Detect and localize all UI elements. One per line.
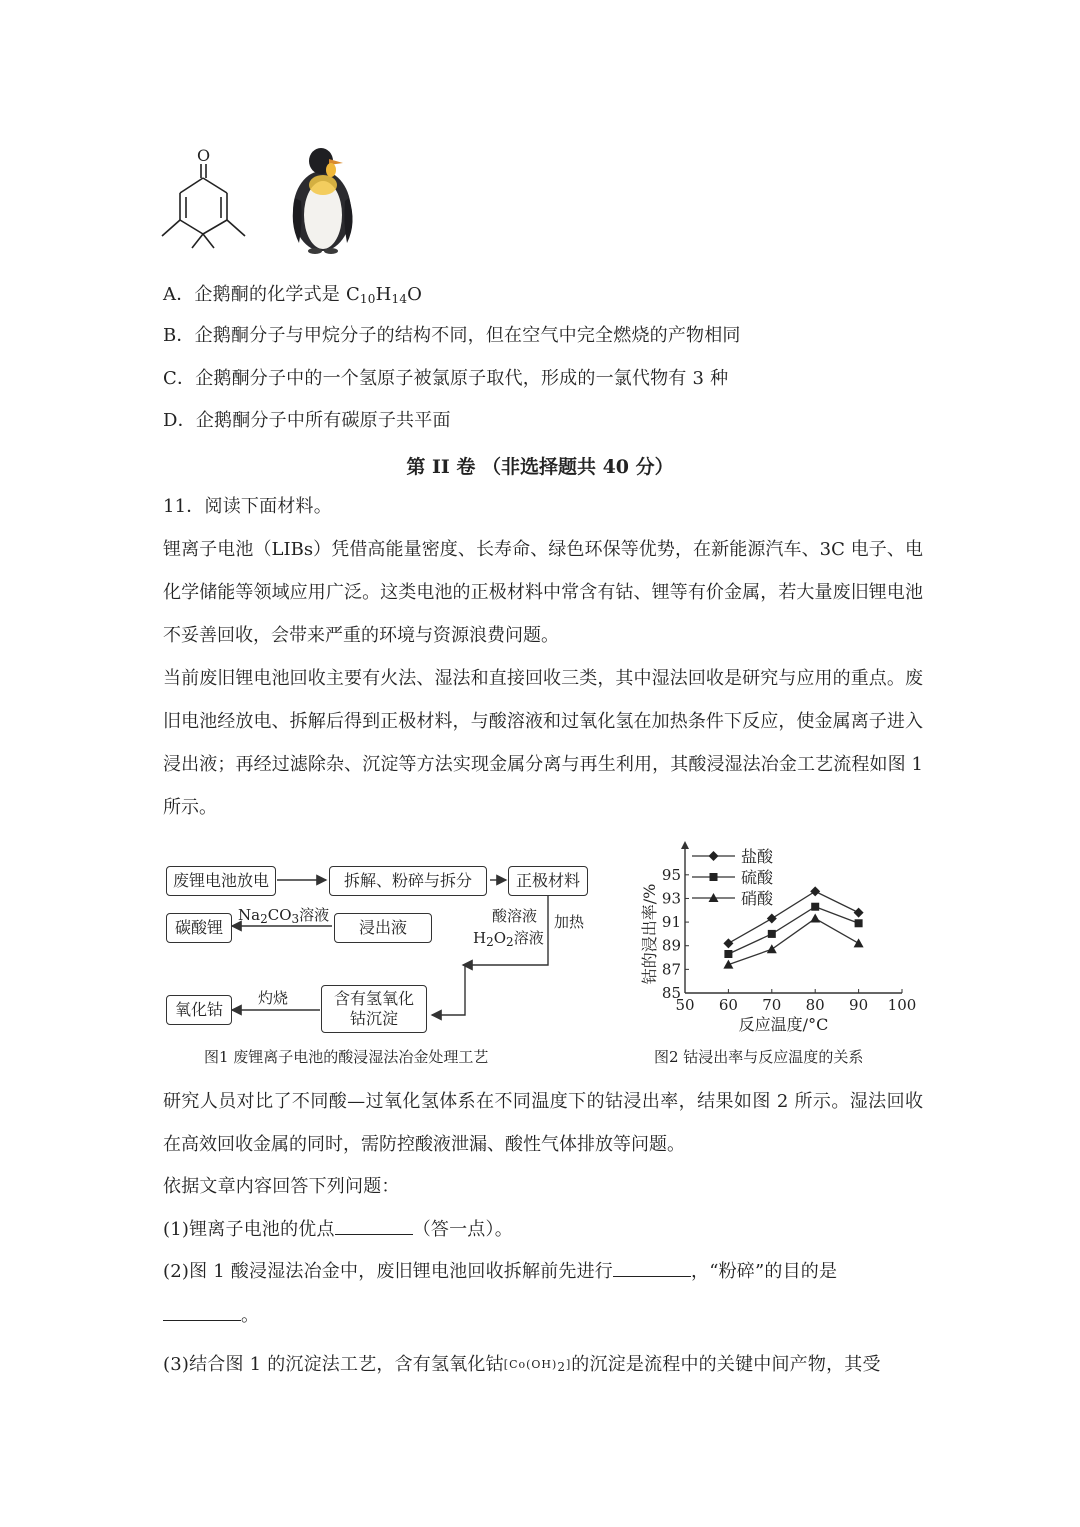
x-tick-label: 50	[675, 996, 695, 1014]
formula: $C_{10}H_{14}O$	[345, 284, 423, 306]
answer-blank-1[interactable]	[335, 1216, 413, 1235]
label-na2co3: $Na_2CO_3$溶液	[238, 906, 330, 926]
y-axis-label: 钴的浸出率/%	[640, 883, 659, 985]
legend-marker-盐酸	[709, 851, 719, 861]
y-axis-arrow	[681, 841, 689, 849]
paragraph-3: 研究人员对比了不同酸—过氧化氢体系在不同温度下的钴浸出率，结果如图 2 所示。湿法回收在高效回收金属的同时，需防控酸液泄漏、酸性气体排放等问题。	[163, 1091, 923, 1155]
legend-label-硫酸: 硫酸	[741, 868, 774, 887]
box-leachate: 浸出液	[334, 913, 432, 943]
legend-label-盐酸: 盐酸	[741, 847, 774, 866]
y-tick-label: 87	[661, 960, 681, 979]
label-acid-solution: 酸溶液	[492, 907, 538, 925]
data-point-硝酸	[854, 938, 864, 947]
x-tick-label: 100	[887, 996, 917, 1014]
y-tick-label: 91	[661, 913, 681, 932]
data-point-硫酸	[811, 903, 819, 911]
question-3: (3)结合图 1 的沉淀法工艺，含有氢氧化钴[Co(OH)2]的沉淀是流程中的关键中间产物，其受	[163, 1354, 881, 1375]
data-point-硫酸	[855, 919, 863, 927]
box-cathode: 正极材料	[508, 866, 588, 896]
section-title: 第 II 卷 （非选择题共 40 分）	[406, 456, 674, 478]
legend-marker-硫酸	[710, 873, 718, 881]
y-tick-label: 85	[661, 984, 681, 1002]
label-heat: 加热	[554, 913, 585, 931]
option-a: A．企鹅酮的化学式是 $C_{10}H_{14}O$	[163, 284, 423, 306]
figure-2-caption: 图2 钴浸出率与反应温度的关系	[654, 1048, 864, 1066]
data-point-硝酸	[723, 960, 733, 969]
series-line-硫酸	[728, 907, 858, 954]
question-1: (1)锂离子电池的优点 （答一点）。	[163, 1216, 513, 1243]
data-point-盐酸	[810, 886, 820, 896]
x-tick-label: 70	[762, 996, 782, 1014]
paragraph-4: 依据文章内容回答下列问题：	[163, 1176, 400, 1197]
paragraph-1: 锂离子电池（LIBs）凭借高能量密度、长寿命、绿色环保等优势，在新能源汽车、3C 电子、电化学储能等领域应用广泛。这类电池的正极材料中常含有钴、锂等有价金属，若大量废旧锂电池不妥善回收，会带来严重的环境与资源浪费问题。	[163, 539, 923, 646]
x-axis-label: 反应温度/°C	[738, 1015, 829, 1034]
data-point-盐酸	[723, 938, 733, 948]
x-tick-label: 90	[849, 996, 869, 1014]
oxygen-label: O	[197, 146, 211, 165]
answer-blank-3[interactable]	[163, 1302, 241, 1321]
paragraph-2: 当前废旧锂电池回收主要有火法、湿法和直接回收三类，其中湿法回收是研究与应用的重点。废旧电池经放电、拆解后得到正极材料，与酸溶液和过氧化氢在加热条件下反应，使金属离子进入浸出液；再经过滤除杂、沉淀等方法实现金属分离与再生利用，其酸浸湿法冶金工艺流程如图 1 所示。	[163, 668, 923, 818]
box-dismantle: 拆解、粉碎与拆分	[329, 866, 487, 896]
x-tick-label: 80	[805, 996, 825, 1014]
option-b: B．企鹅酮分子与甲烷分子的结构不同，但在空气中完全燃烧的产物相同	[163, 325, 741, 346]
data-point-硫酸	[768, 930, 776, 938]
box-cobalt-hydroxide: 含有氢氧化钴沉淀	[321, 985, 427, 1033]
question-11-intro: 11．阅读下面材料。	[163, 496, 332, 517]
box-discharge: 废锂电池放电	[166, 866, 276, 896]
penguin-illustration	[285, 143, 360, 258]
figure-1-caption: 图1 废锂离子电池的酸浸湿法冶金处理工艺	[204, 1048, 489, 1066]
data-point-硫酸	[724, 950, 732, 958]
question-2: (2)图 1 酸浸湿法冶金中，废旧锂电池回收拆解前先进行 ，“粉碎”的目的是	[163, 1258, 837, 1285]
y-tick-label: 89	[661, 936, 681, 955]
data-point-硝酸	[767, 944, 777, 953]
data-point-盐酸	[854, 908, 864, 918]
answer-blank-2[interactable]	[613, 1258, 691, 1277]
y-tick-label: 95	[661, 865, 681, 884]
question-2-cont: 。	[163, 1302, 259, 1329]
label-h2o2-solution: $H_2O_2$溶液	[473, 929, 544, 949]
legend-label-硝酸: 硝酸	[741, 889, 774, 908]
cobalt-hydroxide-formula: [Co(OH)2]	[503, 1358, 572, 1374]
data-point-硝酸	[810, 914, 820, 923]
box-cobalt-oxide: 氧化钴	[166, 995, 232, 1025]
y-tick-label: 93	[661, 889, 681, 908]
label-burn: 灼烧	[258, 989, 289, 1007]
data-point-盐酸	[767, 914, 777, 924]
option-d: D．企鹅酮分子中所有碳原子共平面	[163, 410, 451, 431]
option-c: C．企鹅酮分子中的一个氢原子被氯原子取代，形成的一氯代物有 3 种	[163, 368, 729, 389]
x-tick-label: 60	[718, 996, 738, 1014]
box-lithium-carbonate: 碳酸锂	[166, 913, 232, 943]
penguinone-structure	[150, 140, 260, 250]
series-line-硝酸	[728, 919, 858, 965]
figure-2-chart	[620, 835, 920, 1040]
